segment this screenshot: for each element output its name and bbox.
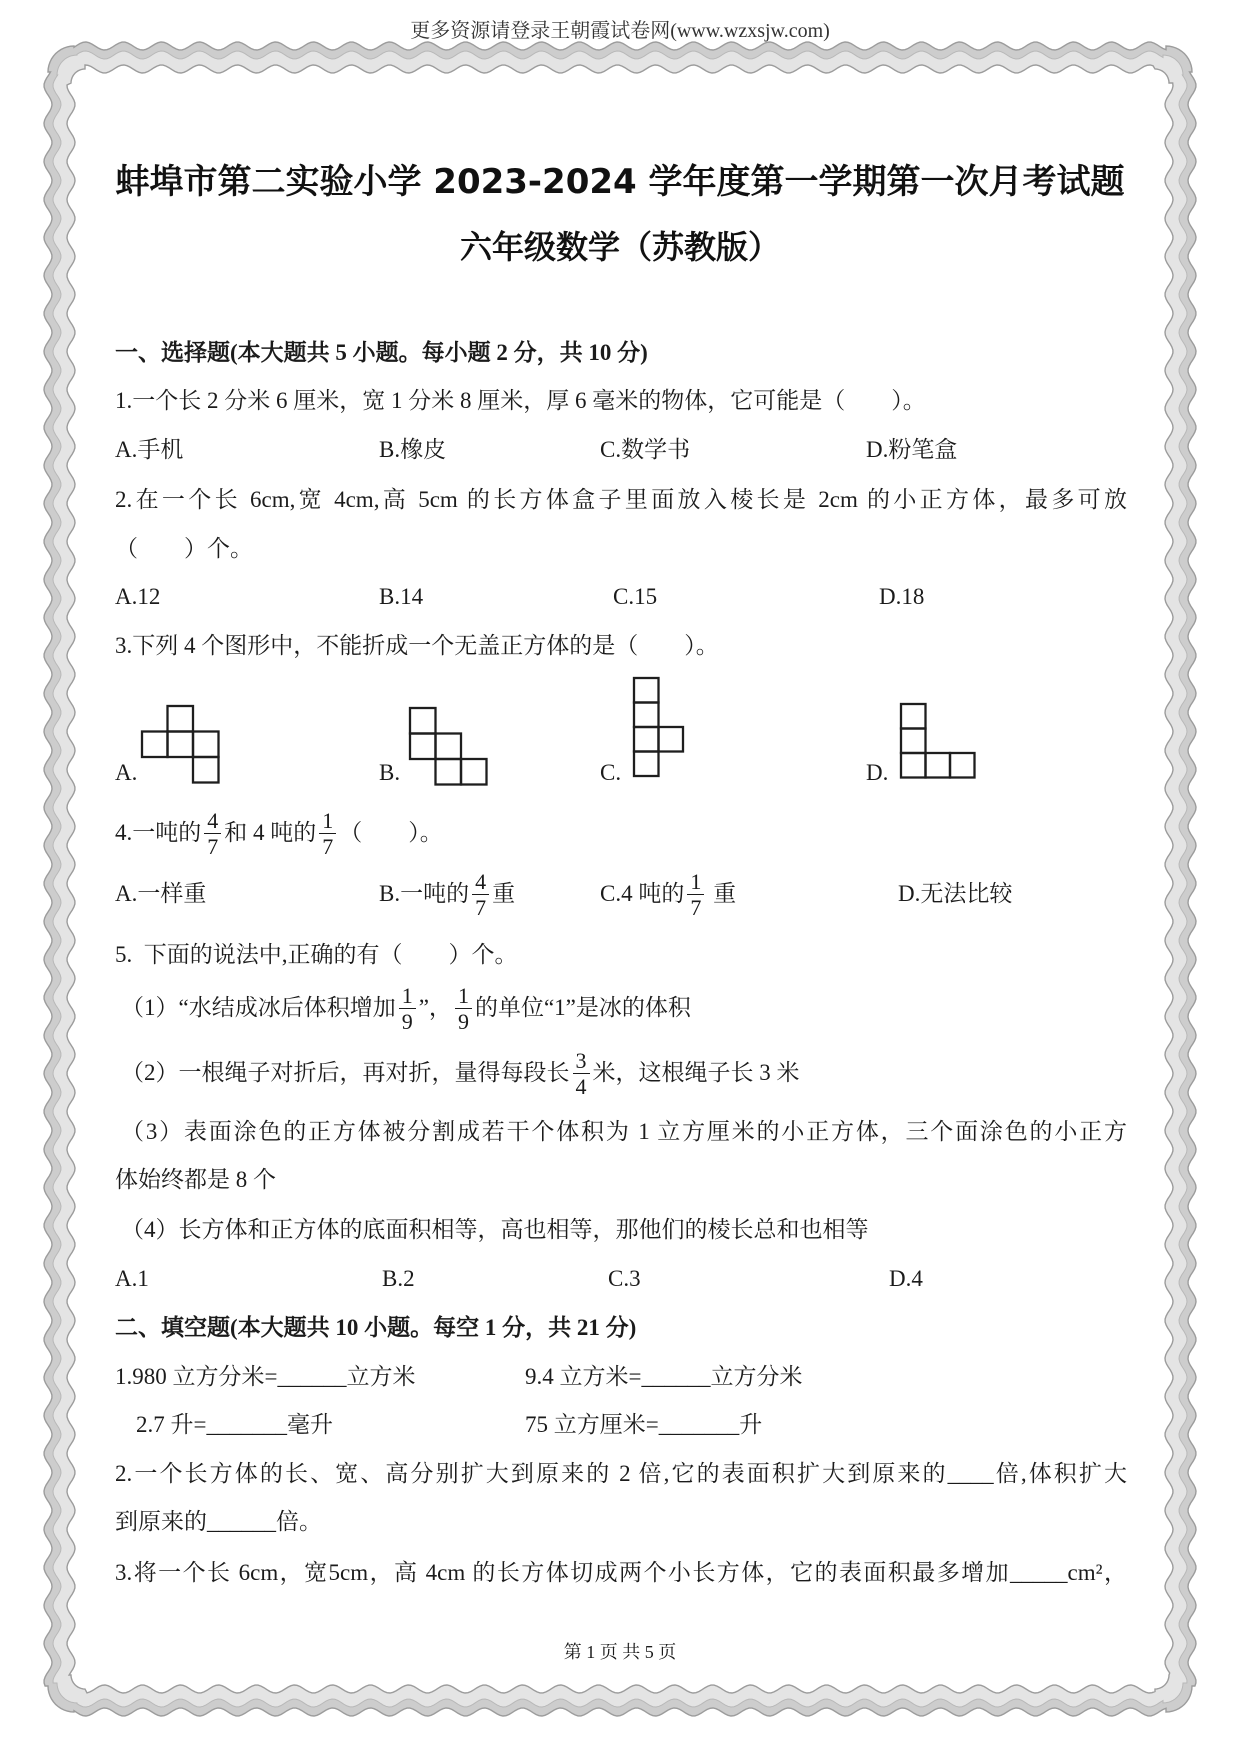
- statement-text: 的单位“1”是冰的体积: [474, 995, 691, 1020]
- fraction-numerator: 3: [575, 1047, 587, 1073]
- statement-2: [121, 1043, 800, 1103]
- statement-3-line-1: （3）表面涂色的正方体被分割成若干个体积为 1 立方厘米的小正方体，三个面涂色的小正方: [121, 1119, 1128, 1144]
- answer-parentheses: （ ）。: [339, 820, 443, 845]
- option-a: A.12: [115, 584, 161, 609]
- fraction: [472, 869, 489, 920]
- blank-item: 9.4 立方米=______立方分米: [525, 1364, 803, 1389]
- option-d: D.粉笔盒: [866, 437, 958, 462]
- fraction: [455, 983, 472, 1034]
- fill-question-2-line-2: 到原来的______倍。: [115, 1509, 322, 1534]
- option-b: [379, 864, 515, 924]
- question-2-stem-line-1: 2.在一个长 6cm,宽 4cm,高 5cm 的长方体盒子里面放入棱长是 2cm 的小正方体，最多可放: [115, 487, 1127, 512]
- option-d-label: D.: [866, 760, 889, 785]
- fraction-numerator: 1: [322, 807, 334, 833]
- fraction-denominator: 7: [204, 833, 221, 859]
- blank-item: 1.980 立方分米=______立方米: [115, 1364, 416, 1389]
- fill-blank-row-2: [0, 1410, 1240, 1440]
- option-b-label: B.: [379, 760, 401, 785]
- option-b: B.14: [379, 584, 424, 609]
- blank-item: 2.7 升=_______毫升: [136, 1412, 333, 1437]
- option-c: C.3: [608, 1266, 641, 1291]
- fraction: [204, 808, 221, 859]
- option-c: [600, 864, 736, 924]
- question-2-options: [0, 582, 1240, 612]
- question-2-stem-line-2: （ ）个。: [115, 536, 253, 561]
- fill-blank-row-1: [0, 1362, 1240, 1392]
- statement-text: （1）“水结成冰后体积增加: [121, 995, 396, 1020]
- fraction: [319, 808, 336, 859]
- statement-4: （4）长方体和正方体的底面积相等，高也相等，那他们的棱长总和也相等: [121, 1217, 869, 1242]
- question-1-options: [0, 435, 1240, 465]
- fraction-denominator: 9: [455, 1008, 472, 1034]
- option-a: A.1: [115, 1266, 149, 1291]
- option-a-text: A.一样重: [115, 881, 207, 906]
- option-c-label: C.: [600, 760, 622, 785]
- option-c-text: C.4 吨的: [600, 881, 685, 906]
- option-c: C.15: [613, 584, 658, 609]
- option-d-text: D.无法比较: [898, 881, 1013, 906]
- stem-text: 和 4 吨的: [224, 820, 317, 845]
- option-a: [115, 864, 206, 924]
- option-d: D.18: [879, 584, 925, 609]
- fraction: [399, 983, 416, 1034]
- exam-subtitle: 六年级数学（苏教版）: [459, 228, 780, 266]
- question-5-stem: 5. 下面的说法中,正确的有（ ）个。: [115, 942, 518, 967]
- option-b: B.橡皮: [379, 437, 447, 462]
- option-a-label: A.: [115, 760, 138, 785]
- blank-item: 75 立方厘米=_______升: [525, 1412, 763, 1437]
- section-heading-multiple-choice: 一、选择题(本大题共 5 小题。每小题 2 分，共 10 分): [115, 340, 648, 365]
- fraction-denominator: 7: [687, 894, 704, 920]
- fraction-numerator: 4: [475, 868, 487, 894]
- option-b-text-end: 重: [492, 881, 516, 906]
- statement-text: （2）一根绳子对折后，再对折，量得每段长: [121, 1060, 570, 1085]
- question-4-stem: [115, 803, 443, 863]
- section-heading-fill-in-blank: 二、填空题(本大题共 10 小题。每空 1 分，共 21 分): [115, 1315, 637, 1340]
- option-d: D.4: [889, 1266, 923, 1291]
- statement-text: 米，这根绳子长 3 米: [592, 1060, 800, 1085]
- fill-question-3-stem: 3.将一个长 6cm，宽5cm，高 4cm 的长方体切成两个小长方体，它的表面积最多增加_____cm²，: [115, 1560, 1127, 1585]
- statement-text: ”，: [418, 995, 452, 1020]
- question-5-options: [0, 1264, 1240, 1294]
- fraction-numerator: 1: [401, 982, 413, 1008]
- question-1-stem: 1.一个长 2 分米 6 厘米，宽 1 分米 8 厘米，厚 6 毫米的物体，它可能是（ ）。: [115, 388, 926, 413]
- statement-1: [121, 978, 691, 1038]
- page-number-footer: 第 1 页 共 5 页: [563, 1642, 677, 1662]
- question-3-stem: 3.下列 4 个图形中，不能折成一个无盖正方体的是（ ）。: [115, 633, 719, 658]
- fraction: [573, 1048, 590, 1099]
- fill-question-2-line-1: 2.一个长方体的长、宽、高分别扩大到原来的 2 倍,它的表面积扩大到原来的____倍,体积扩大: [115, 1461, 1128, 1486]
- fraction-denominator: 7: [472, 894, 489, 920]
- fraction: [687, 869, 704, 920]
- source-watermark-header: 更多资源请登录王朝霞试卷网(www.wzxsjw.com): [410, 20, 830, 42]
- fraction-numerator: 1: [457, 982, 469, 1008]
- fraction-numerator: 1: [690, 868, 702, 894]
- option-b: B.2: [382, 1266, 415, 1291]
- exam-title: 蚌埠市第二实验小学 2023-2024 学年度第一学期第一次月考试题: [115, 162, 1125, 202]
- question-3-option-labels: [0, 758, 1240, 788]
- question-4-options: [0, 864, 1240, 924]
- fraction-denominator: 4: [573, 1073, 590, 1099]
- option-d: [898, 864, 1012, 924]
- option-c: C.数学书: [600, 437, 691, 462]
- fraction-numerator: 4: [207, 807, 219, 833]
- option-b-text: B.一吨的: [379, 881, 470, 906]
- option-a: A.手机: [115, 437, 184, 462]
- fraction-denominator: 9: [399, 1008, 416, 1034]
- stem-text: 4.一吨的: [115, 820, 202, 845]
- statement-3-line-2: 体始终都是 8 个: [115, 1167, 276, 1192]
- fraction-denominator: 7: [319, 833, 336, 859]
- option-c-text-end: 重: [707, 881, 737, 906]
